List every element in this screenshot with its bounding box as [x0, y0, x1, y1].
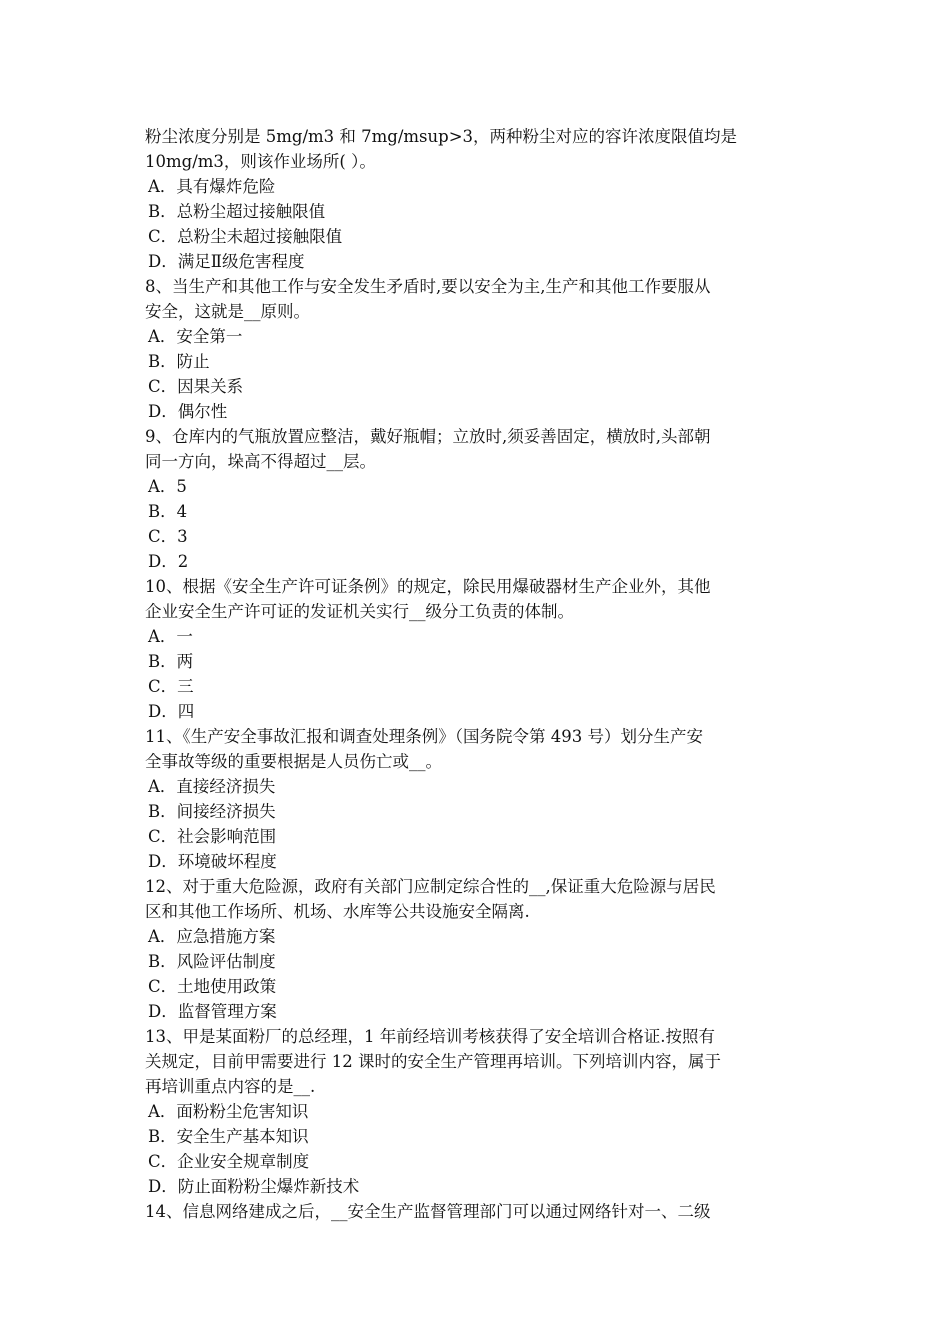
answer-option: D．监督管理方案	[148, 1002, 277, 1021]
answer-option: B．风险评估制度	[148, 952, 276, 971]
answer-option: B．两	[148, 652, 194, 671]
answer-option: C．企业安全规章制度	[148, 1152, 310, 1171]
answer-option: D．偶尔性	[148, 402, 228, 421]
question-text-line: 企业安全生产许可证的发证机关实行__级分工负责的体制。	[145, 602, 574, 621]
answer-option: B．总粉尘超过接触限值	[148, 202, 326, 221]
question-text-line: 同一方向，垛高不得超过__层。	[145, 452, 376, 471]
answer-option: D．防止面粉粉尘爆炸新技术	[148, 1177, 360, 1196]
question-12	[145, 874, 807, 1024]
question-9	[145, 424, 807, 574]
question-text-line: 12、对于重大危险源，政府有关部门应制定综合性的__,保证重大危险源与居民	[145, 877, 716, 896]
question-text-line: 13、甲是某面粉厂的总经理，1 年前经培训考核获得了安全培训合格证.按照有	[145, 1027, 715, 1046]
answer-option: A．直接经济损失	[148, 777, 276, 796]
question-intro	[145, 124, 807, 274]
question-11	[145, 724, 807, 874]
answer-option: A．应急措施方案	[148, 927, 276, 946]
answer-option: C．总粉尘未超过接触限值	[148, 227, 343, 246]
question-text-line: 再培训重点内容的是__.	[145, 1077, 316, 1096]
question-14	[145, 1199, 807, 1224]
answer-option: A．安全第一	[148, 327, 243, 346]
question-text-line: 11、《生产安全事故汇报和调查处理条例》（国务院令第 493 号）划分生产安	[145, 727, 703, 746]
answer-option: A．5	[148, 477, 187, 496]
question-text-line: 14、信息网络建成之后，__安全生产监督管理部门可以通过网络针对一、二级	[145, 1202, 711, 1221]
answer-option: D．2	[148, 552, 189, 571]
question-13	[145, 1024, 807, 1199]
answer-option: D．环境破坏程度	[148, 852, 277, 871]
question-text-line: 10、根据《安全生产许可证条例》的规定，除民用爆破器材生产企业外，其他	[145, 577, 711, 596]
answer-option: B．间接经济损失	[148, 802, 276, 821]
answer-option: A．面粉粉尘危害知识	[148, 1102, 309, 1121]
question-8	[145, 274, 807, 424]
question-text-line: 粉尘浓度分别是 5mg/m3 和 7mg/msup>3，两种粉尘对应的容许浓度限值均是	[145, 127, 738, 146]
question-text-line: 关规定，目前甲需要进行 12 课时的安全生产管理再培训。下列培训内容，属于	[145, 1052, 721, 1071]
answer-option: B．安全生产基本知识	[148, 1127, 309, 1146]
question-10	[145, 574, 807, 724]
answer-option: A．一	[148, 627, 193, 646]
answer-option: D．满足Ⅱ级危害程度	[148, 252, 305, 271]
question-text-line: 区和其他工作场所、机场、水库等公共设施安全隔离.	[145, 902, 530, 921]
answer-option: C．社会影响范围	[148, 827, 277, 846]
answer-option: C．土地使用政策	[148, 977, 277, 996]
answer-option: B．防止	[148, 352, 210, 371]
answer-option: D．四	[148, 702, 195, 721]
answer-option: C．因果关系	[148, 377, 244, 396]
document-page	[145, 124, 807, 1224]
answer-option: A．具有爆炸危险	[148, 177, 276, 196]
question-text-line: 8、当生产和其他工作与安全发生矛盾时,要以安全为主,生产和其他工作要服从	[145, 277, 711, 296]
question-text-line: 9、仓库内的气瓶放置应整洁，戴好瓶帽；立放时,须妥善固定，横放时,头部朝	[145, 427, 711, 446]
question-text-line: 全事故等级的重要根据是人员伤亡或__。	[145, 752, 442, 771]
question-text-line: 安全，这就是__原则。	[145, 302, 310, 321]
question-text-line: 10mg/m3，则该作业场所( ）。	[145, 152, 376, 171]
answer-option: C．三	[148, 677, 194, 696]
answer-option: B．4	[148, 502, 188, 521]
answer-option: C．3	[148, 527, 188, 546]
